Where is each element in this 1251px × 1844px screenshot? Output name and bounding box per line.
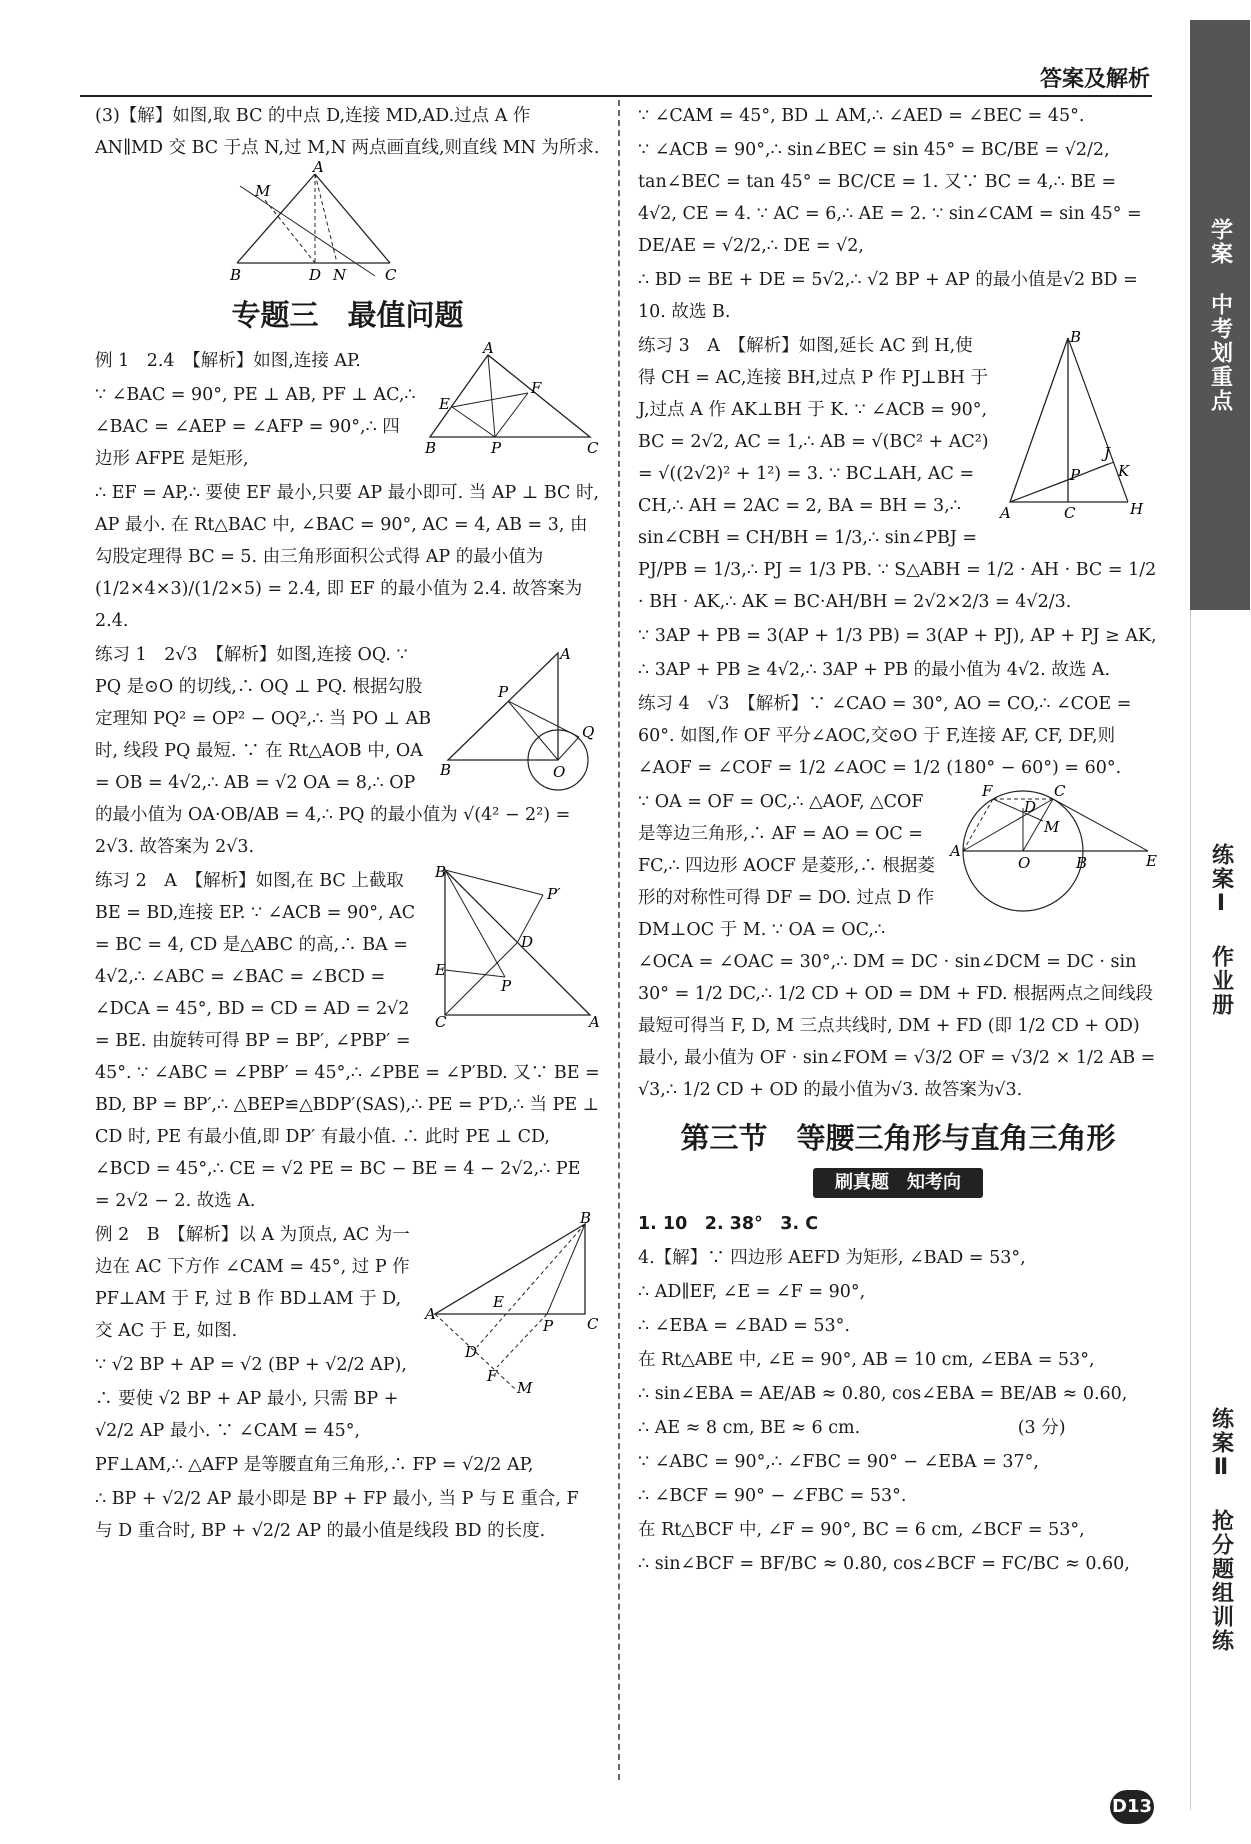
fig7-label-b: B <box>1076 854 1088 872</box>
practice3-line2: ∵ 3AP + PB = 3(AP + 1/3 PB) = 3(AP + PJ), AP + PJ ≥ AK, <box>638 626 1157 646</box>
fig4-label-b: B <box>435 863 447 881</box>
sidebar-tab-xuean: 学案 中考划重点 <box>1190 20 1250 610</box>
fig5-label-e: E <box>493 1293 504 1311</box>
fig4-label-p: P <box>501 977 512 995</box>
fig6-label-a: A <box>1000 504 1011 522</box>
fig4-label-a: A <box>589 1013 600 1031</box>
solution4-line2: ∴ AD∥EF, ∠E = ∠F = 90°, <box>638 1282 866 1302</box>
right-column <box>638 100 1158 1582</box>
fig3-label-b: B <box>440 761 452 779</box>
practice2-text: 练习 2 A 【解析】如图,在 BC 上截取 BE = BD,连接 EP. ∵ ∠ACB = 90°, AC = BC = 4, CD 是△ABC 的高,∴ BA = 4√2,∴ ∠ABC = ∠BAC = ∠BCD = ∠DCA = 45°, BD = CD = AD = 2√2 = BE. 由旋转可得 BP = BP′, ∠PBP′ = 45°. ∵ ∠ABC = ∠PBP′ = 45°,∴ ∠PBE = ∠P′BD. 又∵ BE = BD, BP = BP′,∴ △BEP≌△BDP′(SAS),∴ PE = P′D,∴ 当 PE ⊥ CD 时, PE 有最小值,即 DP′ 有最小值. ∴ 此时 PE ⊥ CD, ∠BCD = 45°,∴ CE = √2 PE = BC − BE = 4 − 2√2,∴ PE = 2√2 − 2. 故选 A. <box>95 871 600 1211</box>
example2-line5: ∴ BP + √2/2 AP 最小即是 BP + FP 最小, 当 P 与 E 重合, F 与 D 重合时, BP + √2/2 AP 的最小值是线段 BD 的长度. <box>95 1489 579 1541</box>
example2-heading: 例 2 B 【解析】以 A 为顶点, AC 为一边在 AC 下方作 ∠CAM = 45°, 过 P 作 PF⊥AM 于 F, 过 B 作 BD⊥AM 于 D, 交 AC 于 E, 如图. <box>95 1225 410 1341</box>
example2-line3: ∴ 要使 √2 BP + AP 最小, 只需 BP + √2/2 AP 最小. ∵ ∠CAM = 45°, <box>95 1389 399 1441</box>
practice4-text: ∵ OA = OF = OC,∴ △AOF, △COF 是等边三角形,∴ AF = AO = OC = FC,∴ 四边形 AOCF 是菱形,∴ 根据菱形的对称性可得 DF = DO. 过点 D 作 DM⊥OC 于 M. ∵ OA = OC,∴ ∠OCA = ∠OAC = 30°,∴ DM = DC · sin∠DCM = DC · sin 30° = 1/2 DC,∴ 1/2 CD + OD = DM + FD. 根据两点之间线段最短可得当 F, D, M 三点共线时, DM + FD (即 1/2 CD + OD) 最小, 最小值为 OF · sin∠FOM = √3/2 OF = √3/2 × 1/2 AB = √3,∴ 1/2 CD + OD 的最小值为√3. 故答案为√3. <box>638 792 1156 1100</box>
section-badge: 刷真题 知考向 <box>813 1168 983 1198</box>
cont-line2: ∵ ∠ACB = 90°,∴ sin∠BEC = sin 45° = BC/BE = √2/2, tan∠BEC = tan 45° = BC/CE = 1. 又∵ BC = 4,∴ BE = 4√2, CE = 4. ∵ AC = 6,∴ AE = 2. ∵ sin∠CAM = sin 45° = DE/AE = √2/2,∴ DE = √2, <box>638 140 1142 256</box>
fig3-label-p: P <box>498 683 509 701</box>
fig2-label-e: E <box>439 395 450 413</box>
figure-circle-rhombus <box>948 782 1158 916</box>
fig5-label-b: B <box>580 1209 592 1227</box>
fig2-label-p: P <box>491 439 502 457</box>
fig4-label-e: E <box>435 961 446 979</box>
sidebar-tab-lianan-1: 练案Ⅰ 作业册 <box>1190 610 1251 1250</box>
page-number: D13 <box>1110 1790 1154 1824</box>
fig5-label-c: C <box>587 1315 599 1333</box>
fig6-label-j: J <box>1104 444 1111 462</box>
solution4-line7: ∵ ∠ABC = 90°,∴ ∠FBC = 90° − ∠EBA = 37°, <box>638 1452 1039 1472</box>
intro-text: (3)【解】如图,取 BC 的中点 D,连接 MD,AD.过点 A 作 AN∥MD 交 BC 于点 N,过 M,N 两点画直线,则直线 MN 为所求. <box>95 106 600 158</box>
figure-extend-ah <box>998 330 1158 520</box>
fig1-label-c: C <box>385 266 397 284</box>
solution4-line6: ∴ AE ≈ 8 cm, BE ≈ 6 cm. (3 分) <box>638 1418 1066 1438</box>
fig6-label-b: B <box>1070 328 1082 346</box>
fig7-label-o: O <box>1018 854 1031 872</box>
fig6-label-k: K <box>1118 462 1130 480</box>
solution4-line3: ∴ ∠EBA = ∠BAD = 53°. <box>638 1316 850 1336</box>
column-divider <box>618 100 620 1780</box>
practice4-heading: 练习 4 √3 【解析】∵ ∠CAO = 30°, AO = CO,∴ ∠COE = 60°. 如图,作 OF 平分∠AOC,交⊙O 于 F,连接 AF, CF, DF,则 ∠AOF = ∠COF = 1/2 ∠AOC = 1/2 (180° − 60°) = 60°. <box>638 694 1132 778</box>
figure-tangent-pq <box>440 645 600 795</box>
fig7-label-m: M <box>1044 818 1060 836</box>
fig4-label-p-prime: P′ <box>547 885 561 903</box>
fig3-label-q: Q <box>582 723 595 741</box>
section3-title: 第三节 等腰三角形与直角三角形 <box>680 1121 1116 1155</box>
practice3-line3: ∴ 3AP + PB ≥ 4√2,∴ 3AP + PB 的最小值为 4√2. 故选 A. <box>638 660 1111 680</box>
fig5-label-d: D <box>465 1343 478 1361</box>
fig2-label-b: B <box>425 439 437 457</box>
example2-line2: ∵ √2 BP + AP = √2 (BP + √2/2 AP), <box>95 1355 407 1375</box>
practice3-text: 练习 3 A 【解析】如图,延长 AC 到 H,使得 CH = AC,连接 BH,过点 P 作 PJ⊥BH 于 J,过点 A 作 AK⊥BH 于 K. ∵ ∠ACB = 90°, BC = 2√2, AC = 1,∴ AB = √(BC² + AC²) = √((2√2)² + 1²) = 3. ∵ BC⊥AH, AC = CH,∴ AH = 2AC = 2, BA = BH = 3,∴ sin∠CBH = CH/BH = 1/3,∴ sin∠PBJ = PJ/PB = 1/3,∴ PJ = 1/3 PB. ∵ S△ABH = 1/2 · AH · BC = 1/2 · BH · AK,∴ AK = BC·AH/BH = 2√2×2/3 = 4√2/3. <box>638 336 1157 612</box>
fig6-label-h: H <box>1130 500 1144 518</box>
fig3-label-o: O <box>553 763 566 781</box>
sidebar <box>1190 20 1250 1810</box>
practice1-text: 练习 1 2√3 【解析】如图,连接 OQ. ∵ PQ 是⊙O 的切线,∴ OQ ⊥ PQ. 根据勾股定理知 PQ² = OP² − OQ²,∴ 当 PO ⊥ AB 时, 线段 PQ 最短. ∵ 在 Rt△AOB 中, OA = OB = 4√2,∴ AB = √2 OA = 8,∴ OP 的最小值为 OA·OB/AB = 4,∴ PQ 的最小值为 √(4² − 2²) = 2√3. 故答案为 2√3. <box>95 645 571 857</box>
fig1-label-m: M <box>255 182 271 200</box>
example1-heading: 例 1 2.4 【解析】如图,连接 AP. <box>95 351 361 371</box>
fig7-label-e: E <box>1146 852 1157 870</box>
fig4-label-c: C <box>435 1013 447 1031</box>
solution4-line10: ∴ sin∠BCF = BF/BC ≈ 0.80, cos∠BCF = FC/BC ≈ 0.60, <box>638 1554 1130 1574</box>
fig7-label-c: C <box>1054 782 1066 800</box>
example1-line3: ∴ EF = AP,∴ 要使 EF 最小,只要 AP 最小即可. 当 AP ⊥ BC 时, AP 最小. 在 Rt△BAC 中, ∠BAC = 90°, AC = 4, AB = 3, 由勾股定理得 BC = 5. 由三角形面积公式得 AP 的最小值为 (1/2×4×3)/(1/2×5) = 2.4, 即 EF 的最小值为 2.4. 故答案为 2.4. <box>95 483 600 631</box>
fig1-label-n: N <box>333 266 347 284</box>
fig2-label-c: C <box>587 439 599 457</box>
answers-line: 1. 10 2. 38° 3. C <box>638 1214 819 1234</box>
example2-line4: PF⊥AM,∴ △AFP 是等腰直角三角形,∴ FP = √2/2 AP, <box>95 1455 534 1475</box>
fig4-label-d: D <box>521 933 534 951</box>
figure-triangle-mn <box>225 158 405 284</box>
header-title: 答案及解析 <box>1039 67 1150 92</box>
solution4-line1: 4.【解】∵ 四边形 AEFD 为矩形, ∠BAD = 53°, <box>638 1248 1026 1268</box>
fig7-label-a: A <box>950 842 961 860</box>
fig1-label-d: D <box>309 266 322 284</box>
fig3-label-a: A <box>560 645 571 663</box>
fig6-label-c: C <box>1064 504 1076 522</box>
solution4-line4: 在 Rt△ABE 中, ∠E = 90°, AB = 10 cm, ∠EBA = 53°, <box>638 1350 1095 1370</box>
fig5-label-f: F <box>487 1367 498 1385</box>
fig5-label-a: A <box>425 1305 436 1323</box>
fig5-label-p: P <box>543 1317 554 1335</box>
solution4-line8: ∴ ∠BCF = 90° − ∠FBC = 53°. <box>638 1486 907 1506</box>
fig1-label-a: A <box>313 158 324 176</box>
fig6-label-p: P <box>1070 466 1081 484</box>
fig2-label-f: F <box>531 379 542 397</box>
solution4-line5: ∴ sin∠EBA = AE/AB ≈ 0.80, cos∠EBA = BE/AB ≈ 0.60, <box>638 1384 1128 1404</box>
section-title-zuizhi: 专题三 最值问题 <box>231 298 464 332</box>
fig1-label-b: B <box>230 266 242 284</box>
fig5-label-m: M <box>517 1379 533 1397</box>
header-rule <box>80 95 1152 97</box>
cont-line1: ∵ ∠CAM = 45°, BD ⊥ AM,∴ ∠AED = ∠BEC = 45°. <box>638 106 1085 126</box>
sidebar-tab-lianan-2: 练案Ⅱ 抢分题组训练 <box>1190 1250 1251 1810</box>
example1-line2: ∵ ∠BAC = 90°, PE ⊥ AB, PF ⊥ AC,∴ ∠BAC = ∠AEP = ∠AFP = 90°,∴ 四边形 AFPE 是矩形, <box>95 385 416 469</box>
fig7-label-d: D <box>1024 798 1037 816</box>
solution4-line9: 在 Rt△BCF 中, ∠F = 90°, BC = 6 cm, ∠BCF = 53°, <box>638 1520 1085 1540</box>
left-column <box>95 100 600 1549</box>
fig7-label-f: F <box>982 782 993 800</box>
cont-line3: ∴ BD = BE + DE = 5√2,∴ √2 BP + AP 的最小值是√2 BD = 10. 故选 B. <box>638 270 1138 322</box>
fig2-label-a: A <box>483 339 494 357</box>
figure-rect-afpe <box>425 339 600 457</box>
figure-angle-cam <box>425 1209 600 1397</box>
figure-rotation-bp <box>435 865 600 1030</box>
